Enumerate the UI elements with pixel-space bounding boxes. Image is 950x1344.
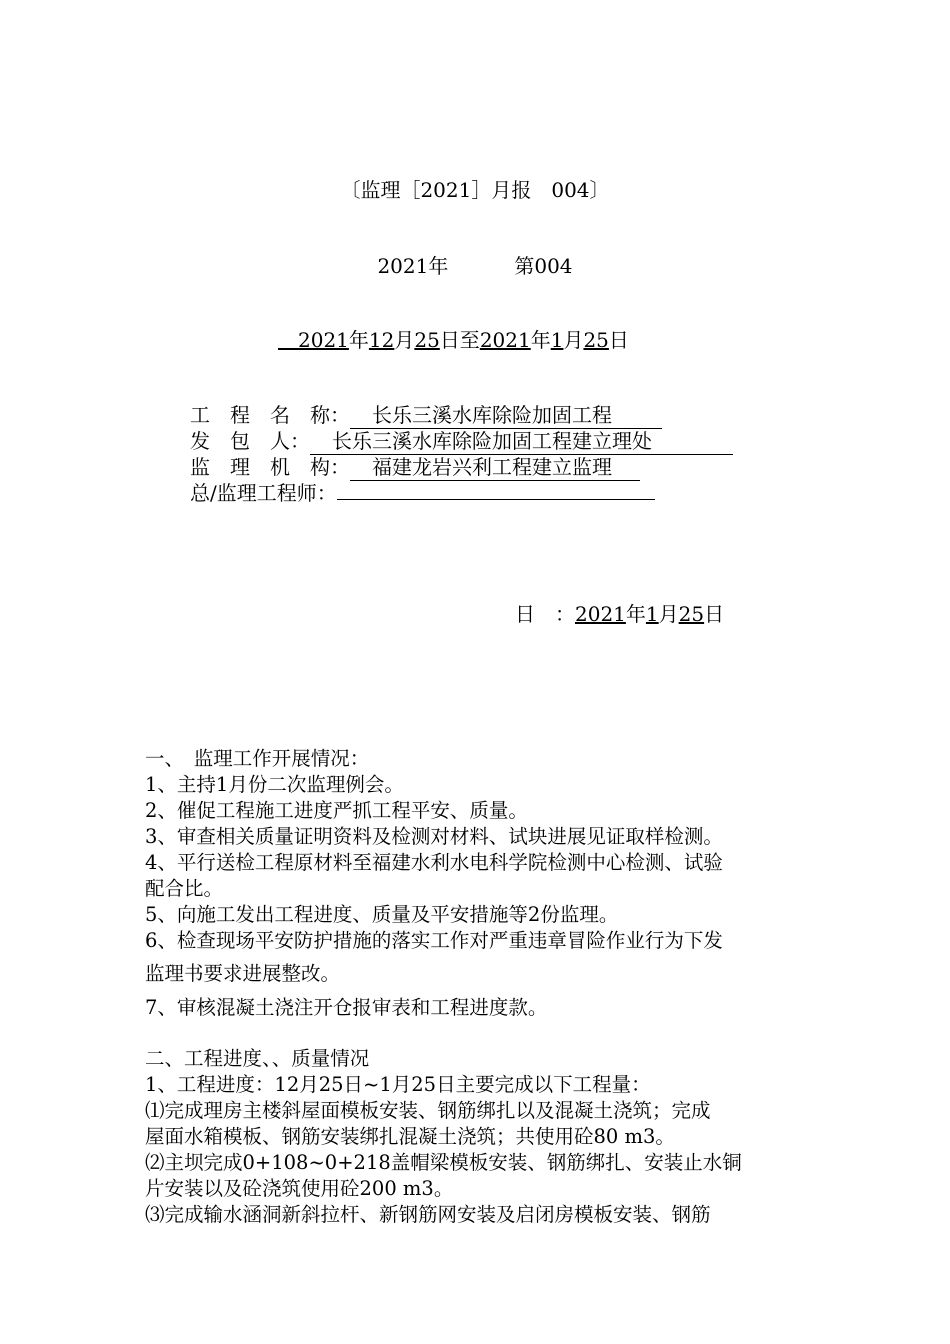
period-day-to: 日至 [439, 328, 480, 352]
engineer-label: 总/监理工程师： [190, 481, 337, 505]
year-issue-line [0, 250, 950, 279]
section1-item: 1、主持1月份二次监理例会。 [145, 773, 404, 796]
engineer-value [337, 477, 655, 500]
period-year-char: 年 [348, 328, 369, 352]
section1-item: 7、审核混凝土浇注开仓报审表和工程进度款。 [145, 996, 548, 1019]
section2-heading: 二、工程进度、、质量情况 [145, 1047, 370, 1070]
year-line-year: 2021年 [377, 254, 449, 278]
agency-label: 监 理 机 构： [190, 455, 350, 479]
date-year-char: 年 [625, 602, 646, 626]
report-period [278, 324, 629, 353]
section2-item: ⑵主坝完成0+108~0+218盖帽梁模板安装、钢筋绑扎、安装止水铜 [145, 1151, 742, 1174]
period-end-month: 1 [550, 328, 564, 352]
period-start-month: 12 [368, 328, 395, 352]
section2-item: 片安装以及砼浇筑使用砼200 m3。 [145, 1177, 454, 1200]
date-day-char: 日 [704, 602, 725, 626]
date-label: 日 ： [515, 602, 575, 626]
report-code: 〔监理［2021］月报 004〕 [340, 178, 610, 202]
project-name-label: 工 程 名 称： [190, 403, 350, 427]
employer-value: 长乐三溪水库除险加固工程建立理处 [310, 425, 733, 455]
period-start-year: 2021 [298, 328, 349, 352]
section1-item: 配合比。 [145, 877, 224, 900]
date-month: 1 [645, 602, 659, 626]
section2-item: ⑴完成理房主楼斜屋面模板安装、钢筋绑扎以及混凝土浇筑；完成 [145, 1099, 711, 1122]
period-end-day: 25 [583, 328, 609, 352]
year-line-issue: 第004 [514, 254, 573, 278]
section1-item: 6、检查现场平安防护措施的落实工作对严重违章冒险作业行为下发 [145, 929, 723, 952]
section1-item: 监理书要求进展整改。 [145, 962, 341, 985]
section1-heading: 一、 监理工作开展情况： [145, 747, 370, 770]
section1-item: 2、催促工程施工进度严抓工程平安、质量。 [145, 799, 528, 822]
section1-item: 4、平行送检工程原材料至福建水利水电科学院检测中心检测、试验 [145, 851, 723, 874]
date-day: 25 [678, 602, 705, 626]
date-year: 2021 [575, 602, 626, 626]
section1-item: 3、审查相关质量证明资料及检测对材料、试块进展见证取样检测。 [145, 825, 723, 848]
period-day-char: 日 [608, 328, 629, 352]
report-date [515, 598, 724, 627]
period-lead-pad [278, 328, 298, 352]
date-month-char: 月 [658, 602, 679, 626]
period-start-day: 25 [414, 328, 440, 352]
project-name-value: 长乐三溪水库除险加固工程 [350, 399, 662, 429]
engineer-row [190, 477, 655, 506]
period-year-char-2: 年 [530, 328, 551, 352]
period-month-char-2: 月 [563, 328, 584, 352]
section2-item: 屋面水箱模板、钢筋安装绑扎混凝土浇筑；共使用砼80 m3。 [145, 1125, 675, 1148]
period-month-char: 月 [394, 328, 415, 352]
period-end-year: 2021 [479, 328, 531, 352]
agency-value: 福建龙岩兴利工程建立监理 [350, 451, 640, 481]
section2-item: ⑶完成输水涵洞新斜拉杆、新钢筋网安装及启闭房模板安装、钢筋 [145, 1203, 711, 1226]
section2-item: 1、工程进度：12月25日~1月25日主要完成以下工程量： [145, 1073, 651, 1096]
section1-item: 5、向施工发出工程进度、质量及平安措施等2份监理。 [145, 903, 619, 926]
employer-label: 发 包 人： [190, 429, 310, 453]
